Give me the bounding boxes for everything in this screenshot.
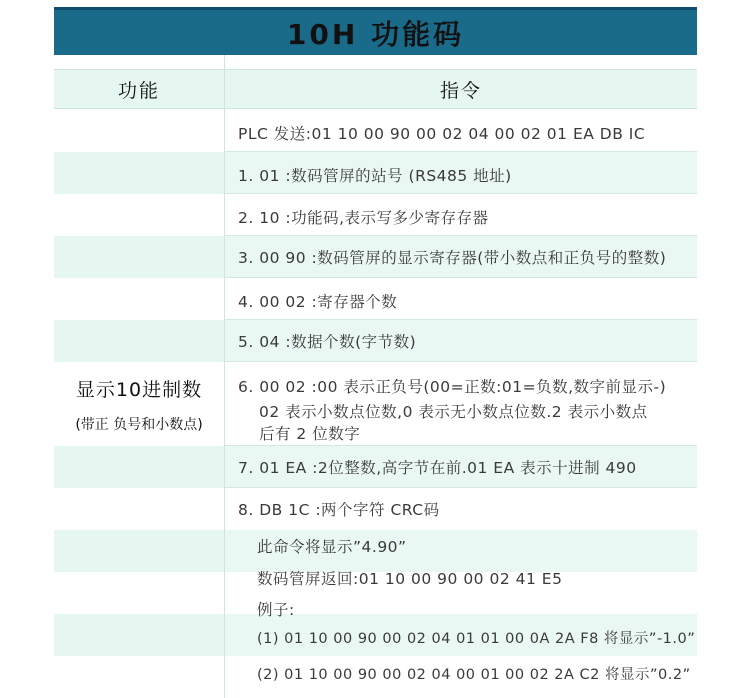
show-note: 此命令将显示”4.90” [257, 538, 407, 556]
table-row [225, 194, 697, 236]
row-text: 1. 01 :数码管屏的站号 (RS485 地址) [238, 167, 512, 185]
row-text: 6. 00 02 :00 表示正负号(00=正数:01=负数,数字前显示-) [238, 378, 667, 396]
header-function: 功能 [117, 79, 160, 102]
table-row [225, 152, 697, 194]
left-stripe [54, 320, 224, 362]
row-text: 02 表示小数点位数,0 表示无小数点位数.2 表示小数点 [259, 403, 648, 421]
row-text: 8. DB 1C :两个字符 CRC码 [238, 501, 440, 519]
table-row [225, 320, 697, 362]
left-stripe [54, 446, 224, 488]
row-text: 3. 00 90 :数码管屏的显示寄存器(带小数点和正负号的整数) [238, 249, 667, 267]
left-stripe [54, 236, 224, 278]
header-instruction: 指令 [439, 79, 482, 102]
table-row [225, 362, 697, 446]
example-label: 例子: [257, 601, 295, 619]
row-text: 7. 01 EA :2位整数,高字节在前.01 EA 表示十进制 490 [238, 459, 637, 477]
table-row [225, 446, 697, 488]
row-text: 2. 10 :功能码,表示写多少寄存存器 [238, 209, 489, 227]
left-stripe [54, 152, 224, 194]
row-text: 4. 00 02 :寄存器个数 [238, 293, 398, 311]
reply-note: 数码管屏返回:01 10 00 90 00 02 41 E5 [257, 570, 563, 588]
row-text: 5. 04 :数据个数(字节数) [238, 333, 417, 351]
banner-title: 10H 功能码 [286, 17, 465, 51]
title-banner [54, 7, 697, 55]
left-stripe [54, 614, 224, 656]
function-label: 显示10进制数 [75, 379, 203, 401]
left-stripe [54, 530, 224, 572]
example-1: (1) 01 10 00 90 00 02 04 01 01 00 0A 2A F8 将显示”-1.0” [257, 631, 696, 647]
table-row [225, 278, 697, 320]
table-row [225, 488, 697, 530]
row-text: 后有 2 位数字 [259, 425, 361, 443]
table-row [225, 110, 697, 152]
function-sublabel: (带正 负号和小数点) [75, 417, 203, 433]
row-text: PLC 发送:01 10 00 90 00 02 04 00 02 01 EA DB IC [238, 125, 646, 143]
example-2: (2) 01 10 00 90 00 02 04 00 01 00 02 2A C2 将显示”0.2” [257, 667, 691, 683]
table-row [225, 236, 697, 278]
table-header [54, 69, 697, 109]
